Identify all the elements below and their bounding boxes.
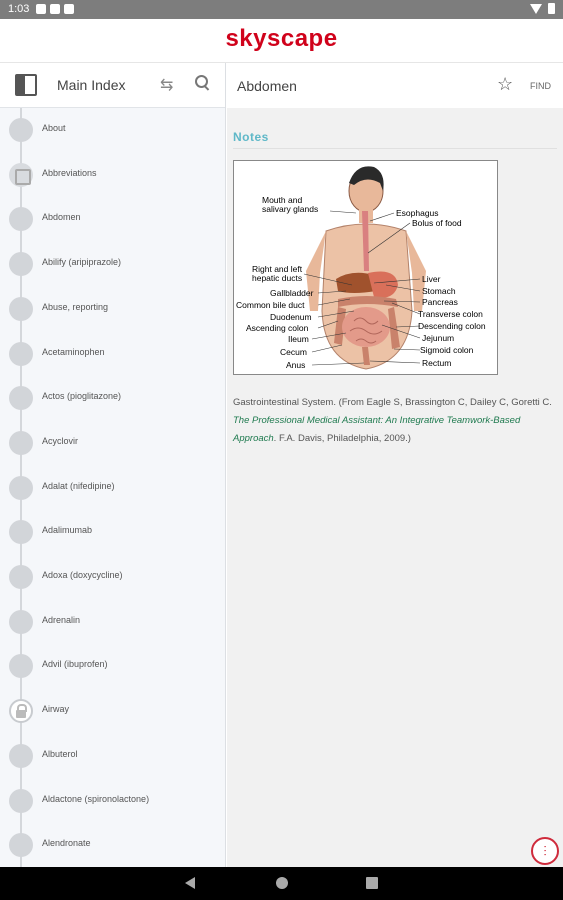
label-liver: Liver	[422, 274, 441, 284]
label-sigmoid-colon: Sigmoid colon	[420, 345, 474, 355]
index-item-label: Advil (ibuprofen)	[42, 659, 108, 670]
index-item[interactable]	[0, 421, 226, 465]
index-item-label: About	[42, 123, 66, 133]
divider	[233, 148, 557, 149]
caption-text-2: . F.A. Davis, Philadelphia, 2009.)	[273, 433, 411, 444]
bullet-icon	[9, 252, 33, 276]
notification-icon	[50, 4, 60, 14]
find-button[interactable]: FIND	[530, 81, 551, 91]
index-item-label: Adoxa (doxycycline)	[42, 570, 123, 580]
bullet-icon	[9, 565, 33, 589]
gastrointestinal-illustration	[233, 160, 498, 375]
label-hepatic-ducts: Right and left hepatic ducts	[252, 264, 303, 283]
label-bolus: Bolus of food	[412, 218, 462, 228]
search-icon[interactable]	[194, 74, 210, 90]
index-item-label: Abdomen	[42, 212, 81, 223]
index-pane	[0, 63, 226, 867]
index-item[interactable]	[0, 689, 226, 733]
notification-icon	[36, 4, 46, 14]
index-item[interactable]	[0, 734, 226, 778]
notification-icons	[36, 4, 74, 14]
label-bile-duct: Common bile duct	[236, 300, 305, 310]
figure-caption	[233, 394, 558, 448]
caption-text-1: Gastrointestinal System. (From Eagle S, Brassington C, Dailey C, Goretti C.	[233, 397, 552, 408]
index-item[interactable]	[0, 466, 226, 510]
index-item[interactable]	[0, 197, 226, 241]
nav-back-icon[interactable]	[185, 877, 195, 889]
status-bar	[0, 0, 563, 19]
index-item-label: Acyclovir	[42, 435, 79, 446]
index-item-label: Adrenalin	[42, 614, 81, 625]
label-rectum: Rectum	[422, 358, 452, 368]
index-item[interactable]	[0, 823, 226, 867]
index-item-label: Abbreviations	[42, 167, 97, 178]
index-item-label: Albuterol	[42, 748, 78, 759]
label-ascending-colon: Ascending colon	[246, 323, 309, 333]
abbreviations-icon	[9, 163, 33, 187]
label-descending-colon: Descending colon	[418, 321, 486, 331]
bullet-icon	[9, 118, 33, 142]
nav-recents-icon[interactable]	[366, 877, 378, 889]
index-item-label: Acetaminophen	[42, 346, 105, 357]
panel-toggle-icon[interactable]	[15, 74, 37, 96]
bullet-icon	[9, 476, 33, 500]
index-item-label: Abuse, reporting	[42, 301, 109, 312]
index-item[interactable]	[0, 510, 226, 554]
app-bar	[0, 19, 563, 63]
label-pancreas: Pancreas	[422, 297, 458, 307]
skyscape-logo: skyscape	[225, 25, 338, 52]
content-header	[227, 63, 563, 108]
bullet-icon	[9, 744, 33, 768]
topic-content	[227, 108, 563, 867]
index-item[interactable]	[0, 376, 226, 420]
label-ileum: Ileum	[288, 334, 309, 344]
label-duodenum: Duodenum	[270, 312, 312, 322]
lock-icon	[9, 699, 33, 723]
label-mouth: Mouth and salivary glands	[262, 195, 319, 214]
index-item[interactable]	[0, 287, 226, 331]
label-cecum: Cecum	[280, 347, 307, 357]
bullet-icon	[9, 386, 33, 410]
index-item-label: Abilify (aripiprazole)	[42, 257, 122, 268]
battery-icon	[548, 3, 555, 14]
nav-home-icon[interactable]	[276, 877, 288, 889]
label-jejunum: Jejunum	[422, 333, 455, 343]
label-esophagus: Esophagus	[396, 208, 439, 218]
index-title: Main Index	[57, 77, 126, 93]
label-gallbladder: Gallbladder	[270, 288, 314, 298]
system-nav-bar	[0, 867, 563, 900]
index-item-label: Adalat (nifedipine)	[42, 480, 115, 491]
tree-view-icon[interactable]: ⇆	[160, 77, 174, 94]
bullet-icon	[9, 654, 33, 678]
label-transverse-colon: Transverse colon	[418, 309, 483, 319]
index-item[interactable]	[0, 332, 226, 376]
wifi-icon	[530, 4, 542, 14]
label-anus: Anus	[286, 360, 306, 370]
bullet-icon	[9, 431, 33, 455]
index-item[interactable]	[0, 108, 226, 152]
favorite-star-icon[interactable]: ☆	[497, 74, 514, 94]
index-list	[0, 108, 226, 867]
index-item-label: Actos (pioglitazone)	[42, 391, 122, 402]
bullet-icon	[9, 207, 33, 231]
bullet-icon	[9, 833, 33, 857]
index-item-label: Adalimumab	[42, 525, 93, 536]
index-header	[0, 63, 226, 108]
system-icons	[530, 3, 555, 14]
index-item[interactable]	[0, 644, 226, 688]
topic-title: Abdomen	[237, 78, 297, 94]
index-item[interactable]	[0, 153, 226, 197]
caption-book-title[interactable]: The Professional Medical Assistant: An Integrative Teamwork-Based Approach	[233, 415, 521, 444]
status-time: 1:03	[8, 3, 30, 15]
settings-sliders-icon[interactable]: ⫶	[531, 837, 559, 865]
index-item[interactable]	[0, 779, 226, 823]
notes-heading: Notes	[233, 130, 269, 144]
index-item-label: Airway	[42, 704, 70, 715]
label-stomach: Stomach	[422, 286, 456, 296]
index-item-label: Alendronate	[42, 838, 91, 849]
bullet-icon	[9, 789, 33, 813]
index-item[interactable]	[0, 600, 226, 644]
bullet-icon	[9, 297, 33, 321]
bullet-icon	[9, 342, 33, 366]
index-item[interactable]	[0, 555, 226, 599]
index-item[interactable]	[0, 242, 226, 286]
index-item-label: Aldactone (spironolactone)	[42, 793, 150, 804]
bullet-icon	[9, 610, 33, 634]
notification-icon	[64, 4, 74, 14]
content-pane	[227, 63, 563, 867]
bullet-icon	[9, 520, 33, 544]
